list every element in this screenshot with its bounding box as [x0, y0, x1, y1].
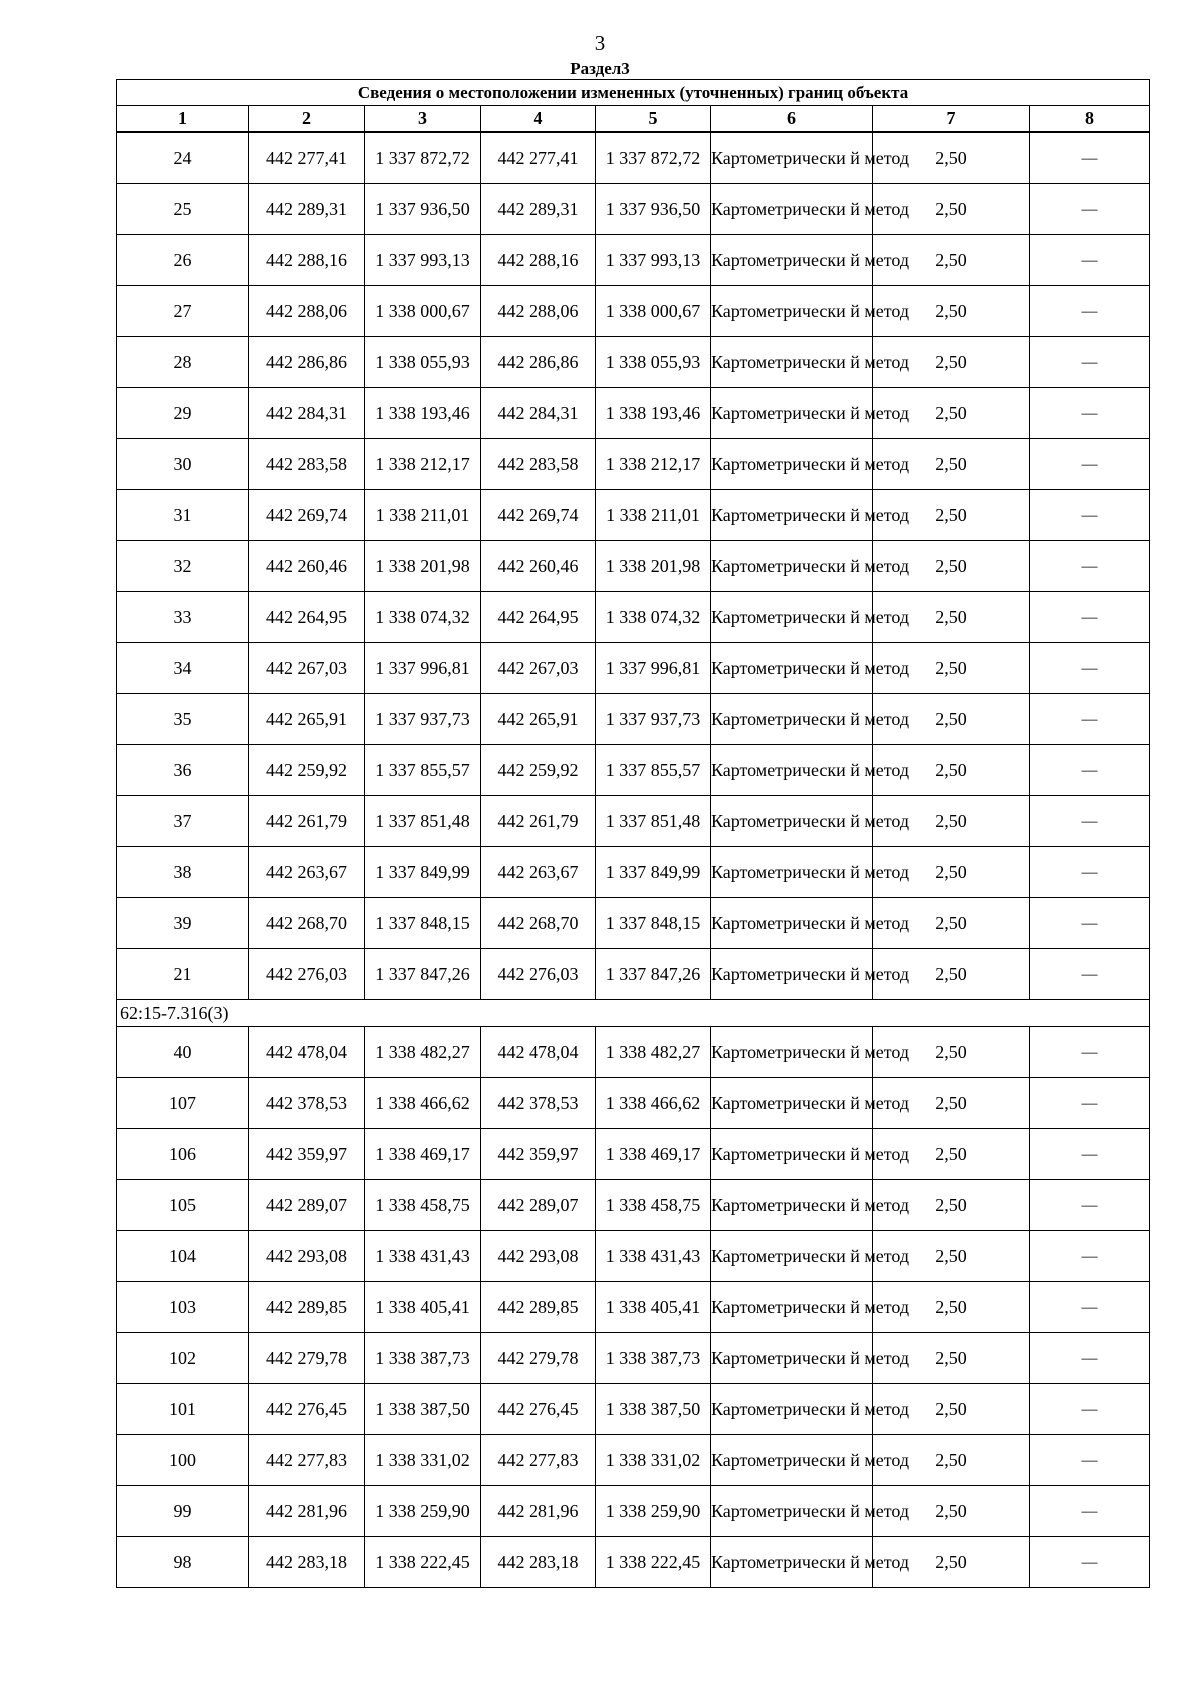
cell-description: [1030, 1384, 1150, 1435]
cell-method: Картометрически й метод: [711, 1180, 873, 1231]
cell-accuracy: 2,50: [873, 286, 1030, 337]
dash-mark: —: [1081, 1554, 1098, 1571]
cell-point-number: 37: [117, 796, 249, 847]
cell-description: [1030, 1231, 1150, 1282]
table-row: [117, 1027, 1150, 1078]
cell-point-number: 102: [117, 1333, 249, 1384]
cell-y-new: 1 338 211,01: [596, 490, 711, 541]
cell-description: [1030, 184, 1150, 235]
cell-description: [1030, 643, 1150, 694]
cell-y-new: 1 337 849,99: [596, 847, 711, 898]
cell-x-new: 442 276,45: [481, 1384, 596, 1435]
table-row: [117, 1078, 1150, 1129]
cell-y-old: 1 338 331,02: [365, 1435, 481, 1486]
cell-y-old: 1 338 074,32: [365, 592, 481, 643]
cell-method: Картометрически й метод: [711, 1129, 873, 1180]
cell-x-new: 442 283,18: [481, 1537, 596, 1588]
cell-x-new: 442 269,74: [481, 490, 596, 541]
table-body: [117, 80, 1150, 1588]
cell-y-new: 1 338 482,27: [596, 1027, 711, 1078]
cell-accuracy: 2,50: [873, 1231, 1030, 1282]
cell-point-number: 105: [117, 1180, 249, 1231]
cell-accuracy: 2,50: [873, 1384, 1030, 1435]
cell-method: Картометрически й метод: [711, 949, 873, 1000]
cell-accuracy: 2,50: [873, 1078, 1030, 1129]
cell-y-new: 1 338 469,17: [596, 1129, 711, 1180]
cell-description: [1030, 439, 1150, 490]
cell-y-old: 1 337 936,50: [365, 184, 481, 235]
dash-mark: —: [1081, 1503, 1098, 1520]
cell-accuracy: 2,50: [873, 949, 1030, 1000]
cell-description: [1030, 1435, 1150, 1486]
column-number: 3: [365, 106, 481, 133]
dash-mark: —: [1081, 354, 1098, 371]
cell-description: [1030, 1180, 1150, 1231]
page-number: 3: [594, 31, 606, 55]
cell-point-number: 27: [117, 286, 249, 337]
cell-x-old: 442 261,79: [249, 796, 365, 847]
cell-description: [1030, 1333, 1150, 1384]
dash-mark: —: [1081, 1401, 1098, 1418]
cell-point-number: 106: [117, 1129, 249, 1180]
cell-description: [1030, 847, 1150, 898]
dash-mark: —: [1081, 609, 1098, 626]
cell-y-new: 1 338 212,17: [596, 439, 711, 490]
cell-accuracy: 2,50: [873, 745, 1030, 796]
cell-accuracy: 2,50: [873, 1282, 1030, 1333]
table-row: [117, 184, 1150, 235]
cell-description: [1030, 1027, 1150, 1078]
cell-description: [1030, 1129, 1150, 1180]
cell-description: [1030, 592, 1150, 643]
cell-accuracy: 2,50: [873, 490, 1030, 541]
dash-mark: —: [1081, 864, 1098, 881]
cell-y-new: 1 338 000,67: [596, 286, 711, 337]
table-row: [117, 796, 1150, 847]
cell-y-old: 1 338 469,17: [365, 1129, 481, 1180]
cell-method: Картометрически й метод: [711, 1537, 873, 1588]
cell-method: Картометрически й метод: [711, 132, 873, 184]
cell-description: [1030, 1078, 1150, 1129]
cell-description: [1030, 1486, 1150, 1537]
cell-y-new: 1 338 431,43: [596, 1231, 711, 1282]
cell-method: Картометрически й метод: [711, 490, 873, 541]
cell-method: Картометрически й метод: [711, 1435, 873, 1486]
cell-method: Картометрически й метод: [711, 235, 873, 286]
cell-method: Картометрически й метод: [711, 1231, 873, 1282]
cell-y-old: 1 338 458,75: [365, 1180, 481, 1231]
cell-method: Картометрически й метод: [711, 337, 873, 388]
cell-x-old: 442 283,18: [249, 1537, 365, 1588]
cell-x-old: 442 277,83: [249, 1435, 365, 1486]
cell-method: Картометрически й метод: [711, 184, 873, 235]
cell-x-old: 442 359,97: [249, 1129, 365, 1180]
column-number-row: [117, 106, 1150, 133]
cell-accuracy: 2,50: [873, 1486, 1030, 1537]
cell-y-old: 1 338 387,73: [365, 1333, 481, 1384]
cell-y-new: 1 337 937,73: [596, 694, 711, 745]
cell-x-new: 442 288,06: [481, 286, 596, 337]
cell-accuracy: 2,50: [873, 643, 1030, 694]
cell-point-number: 28: [117, 337, 249, 388]
cell-y-old: 1 338 405,41: [365, 1282, 481, 1333]
dash-mark: —: [1081, 507, 1098, 524]
table-row: [117, 235, 1150, 286]
cell-accuracy: 2,50: [873, 1435, 1030, 1486]
cell-point-number: 40: [117, 1027, 249, 1078]
dash-mark: —: [1081, 915, 1098, 932]
cell-x-old: 442 378,53: [249, 1078, 365, 1129]
group-label-row: [117, 1000, 1150, 1027]
cell-x-new: 442 289,07: [481, 1180, 596, 1231]
cell-x-new: 442 279,78: [481, 1333, 596, 1384]
cell-point-number: 31: [117, 490, 249, 541]
cell-y-old: 1 338 431,43: [365, 1231, 481, 1282]
cell-point-number: 36: [117, 745, 249, 796]
cell-y-old: 1 338 482,27: [365, 1027, 481, 1078]
cell-point-number: 25: [117, 184, 249, 235]
cell-y-new: 1 338 055,93: [596, 337, 711, 388]
cell-y-old: 1 338 193,46: [365, 388, 481, 439]
cell-y-old: 1 337 872,72: [365, 132, 481, 184]
cell-y-new: 1 337 872,72: [596, 132, 711, 184]
cell-accuracy: 2,50: [873, 694, 1030, 745]
cell-x-old: 442 288,06: [249, 286, 365, 337]
cell-accuracy: 2,50: [873, 1129, 1030, 1180]
cell-point-number: 39: [117, 898, 249, 949]
cell-x-new: 442 359,97: [481, 1129, 596, 1180]
cell-method: Картометрически й метод: [711, 796, 873, 847]
cell-y-new: 1 338 193,46: [596, 388, 711, 439]
table-row: [117, 337, 1150, 388]
table-row: [117, 1282, 1150, 1333]
cell-point-number: 35: [117, 694, 249, 745]
cell-description: [1030, 796, 1150, 847]
boundary-coordinates-table: [116, 79, 1150, 1588]
cell-description: [1030, 286, 1150, 337]
cell-method: Картометрически й метод: [711, 541, 873, 592]
cell-x-new: 442 293,08: [481, 1231, 596, 1282]
cell-x-new: 442 478,04: [481, 1027, 596, 1078]
cell-method: Картометрически й метод: [711, 1486, 873, 1537]
cell-y-old: 1 337 996,81: [365, 643, 481, 694]
cell-y-old: 1 338 000,67: [365, 286, 481, 337]
cell-x-new: 442 263,67: [481, 847, 596, 898]
cell-point-number: 99: [117, 1486, 249, 1537]
cell-x-new: 442 281,96: [481, 1486, 596, 1537]
cell-y-old: 1 337 849,99: [365, 847, 481, 898]
cell-method: Картометрически й метод: [711, 898, 873, 949]
dash-mark: —: [1081, 762, 1098, 779]
cell-x-old: 442 268,70: [249, 898, 365, 949]
table-row: [117, 286, 1150, 337]
cell-method: Картометрически й метод: [711, 388, 873, 439]
cell-description: [1030, 490, 1150, 541]
cell-y-new: 1 338 259,90: [596, 1486, 711, 1537]
table-row: [117, 643, 1150, 694]
column-number: 2: [249, 106, 365, 133]
cell-point-number: 38: [117, 847, 249, 898]
cell-x-old: 442 289,85: [249, 1282, 365, 1333]
cell-accuracy: 2,50: [873, 439, 1030, 490]
column-number: 8: [1030, 106, 1150, 133]
cell-y-new: 1 337 855,57: [596, 745, 711, 796]
table-row: [117, 694, 1150, 745]
cell-y-new: 1 338 074,32: [596, 592, 711, 643]
table-row: [117, 490, 1150, 541]
cell-x-new: 442 284,31: [481, 388, 596, 439]
column-number: 1: [117, 106, 249, 133]
cell-x-new: 442 260,46: [481, 541, 596, 592]
table-row: [117, 1180, 1150, 1231]
column-number: 4: [481, 106, 596, 133]
cell-y-old: 1 337 855,57: [365, 745, 481, 796]
cell-y-new: 1 337 848,15: [596, 898, 711, 949]
dash-mark: —: [1081, 1452, 1098, 1469]
cell-x-old: 442 259,92: [249, 745, 365, 796]
cell-method: Картометрически й метод: [711, 1282, 873, 1333]
table-row: [117, 388, 1150, 439]
dash-mark: —: [1081, 456, 1098, 473]
dash-mark: —: [1081, 1044, 1098, 1061]
cell-x-new: 442 289,85: [481, 1282, 596, 1333]
dash-mark: —: [1081, 150, 1098, 167]
cell-y-new: 1 337 936,50: [596, 184, 711, 235]
table-row: [117, 1384, 1150, 1435]
dash-mark: —: [1081, 660, 1098, 677]
cell-point-number: 104: [117, 1231, 249, 1282]
cell-accuracy: 2,50: [873, 541, 1030, 592]
table-row: [117, 949, 1150, 1000]
cell-description: [1030, 1537, 1150, 1588]
cell-y-new: 1 338 405,41: [596, 1282, 711, 1333]
cell-method: Картометрически й метод: [711, 694, 873, 745]
cell-y-old: 1 337 851,48: [365, 796, 481, 847]
cell-accuracy: 2,50: [873, 235, 1030, 286]
cell-y-old: 1 338 055,93: [365, 337, 481, 388]
cell-x-old: 442 263,67: [249, 847, 365, 898]
cell-y-new: 1 338 387,73: [596, 1333, 711, 1384]
table-row: [117, 898, 1150, 949]
cell-accuracy: 2,50: [873, 184, 1030, 235]
table-row: [117, 541, 1150, 592]
cell-y-new: 1 338 458,75: [596, 1180, 711, 1231]
dash-mark: —: [1081, 1299, 1098, 1316]
column-number: 5: [596, 106, 711, 133]
dash-mark: —: [1081, 813, 1098, 830]
dash-mark: —: [1081, 1248, 1098, 1265]
cell-accuracy: 2,50: [873, 337, 1030, 388]
cell-method: Картометрически й метод: [711, 1027, 873, 1078]
cell-x-old: 442 264,95: [249, 592, 365, 643]
dash-mark: —: [1081, 558, 1098, 575]
cell-method: Картометрически й метод: [711, 286, 873, 337]
cell-x-old: 442 260,46: [249, 541, 365, 592]
cell-x-new: 442 378,53: [481, 1078, 596, 1129]
cell-y-old: 1 338 212,17: [365, 439, 481, 490]
cell-point-number: 29: [117, 388, 249, 439]
cell-description: [1030, 694, 1150, 745]
dash-mark: —: [1081, 1350, 1098, 1367]
cell-method: Картометрически й метод: [711, 439, 873, 490]
cell-x-new: 442 286,86: [481, 337, 596, 388]
table-row: [117, 1129, 1150, 1180]
cell-y-old: 1 338 211,01: [365, 490, 481, 541]
table-row: [117, 745, 1150, 796]
dash-mark: —: [1081, 1197, 1098, 1214]
cell-point-number: 100: [117, 1435, 249, 1486]
cell-point-number: 30: [117, 439, 249, 490]
cell-x-new: 442 277,41: [481, 132, 596, 184]
table-row: [117, 1435, 1150, 1486]
cell-accuracy: 2,50: [873, 1333, 1030, 1384]
cell-point-number: 103: [117, 1282, 249, 1333]
cell-x-old: 442 265,91: [249, 694, 365, 745]
cell-x-new: 442 276,03: [481, 949, 596, 1000]
cell-method: Картометрически й метод: [711, 847, 873, 898]
cell-x-new: 442 265,91: [481, 694, 596, 745]
cell-y-old: 1 338 259,90: [365, 1486, 481, 1537]
cell-y-new: 1 338 201,98: [596, 541, 711, 592]
table-row: [117, 1231, 1150, 1282]
cell-description: [1030, 745, 1150, 796]
cell-accuracy: 2,50: [873, 847, 1030, 898]
cell-x-old: 442 289,31: [249, 184, 365, 235]
cell-point-number: 107: [117, 1078, 249, 1129]
cell-y-new: 1 337 851,48: [596, 796, 711, 847]
dash-mark: —: [1081, 1095, 1098, 1112]
cell-y-new: 1 337 847,26: [596, 949, 711, 1000]
cell-y-new: 1 337 993,13: [596, 235, 711, 286]
cell-x-old: 442 289,07: [249, 1180, 365, 1231]
cell-x-old: 442 281,96: [249, 1486, 365, 1537]
dash-mark: —: [1081, 1146, 1098, 1163]
cell-x-old: 442 276,03: [249, 949, 365, 1000]
table-row: [117, 439, 1150, 490]
dash-mark: —: [1081, 303, 1098, 320]
cell-x-new: 442 277,83: [481, 1435, 596, 1486]
dash-mark: —: [1081, 711, 1098, 728]
cell-x-old: 442 279,78: [249, 1333, 365, 1384]
cell-point-number: 26: [117, 235, 249, 286]
cell-x-old: 442 478,04: [249, 1027, 365, 1078]
cell-x-old: 442 267,03: [249, 643, 365, 694]
cell-y-old: 1 337 848,15: [365, 898, 481, 949]
cell-x-old: 442 277,41: [249, 132, 365, 184]
cell-x-old: 442 269,74: [249, 490, 365, 541]
cell-description: [1030, 388, 1150, 439]
cell-point-number: 32: [117, 541, 249, 592]
cell-y-new: 1 337 996,81: [596, 643, 711, 694]
table-caption: Сведения о местоположении измененных (уточненных) границ объекта: [117, 80, 1150, 106]
table-row: [117, 132, 1150, 184]
cell-point-number: 98: [117, 1537, 249, 1588]
column-number: 6: [711, 106, 873, 133]
cell-accuracy: 2,50: [873, 388, 1030, 439]
cell-x-new: 442 259,92: [481, 745, 596, 796]
dash-mark: —: [1081, 966, 1098, 983]
cell-x-old: 442 283,58: [249, 439, 365, 490]
cell-y-old: 1 337 993,13: [365, 235, 481, 286]
cell-point-number: 24: [117, 132, 249, 184]
cell-method: Картометрически й метод: [711, 745, 873, 796]
cell-y-new: 1 338 331,02: [596, 1435, 711, 1486]
cell-point-number: 21: [117, 949, 249, 1000]
cell-x-new: 442 261,79: [481, 796, 596, 847]
cell-y-old: 1 337 847,26: [365, 949, 481, 1000]
cell-x-old: 442 288,16: [249, 235, 365, 286]
cell-y-old: 1 338 387,50: [365, 1384, 481, 1435]
cell-description: [1030, 235, 1150, 286]
cell-method: Картометрически й метод: [711, 643, 873, 694]
cell-description: [1030, 898, 1150, 949]
cell-method: Картометрически й метод: [711, 1078, 873, 1129]
cell-x-new: 442 267,03: [481, 643, 596, 694]
cell-description: [1030, 132, 1150, 184]
cell-description: [1030, 541, 1150, 592]
table-row: [117, 592, 1150, 643]
dash-mark: —: [1081, 201, 1098, 218]
cell-y-old: 1 337 937,73: [365, 694, 481, 745]
cell-point-number: 101: [117, 1384, 249, 1435]
cell-accuracy: 2,50: [873, 1537, 1030, 1588]
cell-description: [1030, 949, 1150, 1000]
table-row: [117, 1537, 1150, 1588]
cell-accuracy: 2,50: [873, 1180, 1030, 1231]
dash-mark: —: [1081, 252, 1098, 269]
cell-description: [1030, 337, 1150, 388]
cell-description: [1030, 1282, 1150, 1333]
section-title: Раздел3: [570, 59, 630, 78]
cell-x-old: 442 276,45: [249, 1384, 365, 1435]
cell-x-new: 442 288,16: [481, 235, 596, 286]
table-caption-row: [117, 80, 1150, 106]
cell-x-old: 442 284,31: [249, 388, 365, 439]
group-label: 62:15-7.316(3): [117, 1000, 1150, 1027]
cell-method: Картометрически й метод: [711, 592, 873, 643]
cell-point-number: 33: [117, 592, 249, 643]
cell-accuracy: 2,50: [873, 132, 1030, 184]
table-row: [117, 847, 1150, 898]
cell-y-new: 1 338 387,50: [596, 1384, 711, 1435]
column-number: 7: [873, 106, 1030, 133]
table-row: [117, 1333, 1150, 1384]
cell-y-old: 1 338 201,98: [365, 541, 481, 592]
cell-x-new: 442 268,70: [481, 898, 596, 949]
cell-x-new: 442 264,95: [481, 592, 596, 643]
cell-method: Картометрически й метод: [711, 1333, 873, 1384]
cell-y-old: 1 338 466,62: [365, 1078, 481, 1129]
dash-mark: —: [1081, 405, 1098, 422]
cell-y-new: 1 338 466,62: [596, 1078, 711, 1129]
cell-y-old: 1 338 222,45: [365, 1537, 481, 1588]
cell-accuracy: 2,50: [873, 1027, 1030, 1078]
cell-x-old: 442 286,86: [249, 337, 365, 388]
table-row: [117, 1486, 1150, 1537]
cell-point-number: 34: [117, 643, 249, 694]
cell-accuracy: 2,50: [873, 898, 1030, 949]
cell-x-old: 442 293,08: [249, 1231, 365, 1282]
cell-y-new: 1 338 222,45: [596, 1537, 711, 1588]
cell-accuracy: 2,50: [873, 796, 1030, 847]
cell-x-new: 442 283,58: [481, 439, 596, 490]
cell-x-new: 442 289,31: [481, 184, 596, 235]
cell-method: Картометрически й метод: [711, 1384, 873, 1435]
cell-accuracy: 2,50: [873, 592, 1030, 643]
